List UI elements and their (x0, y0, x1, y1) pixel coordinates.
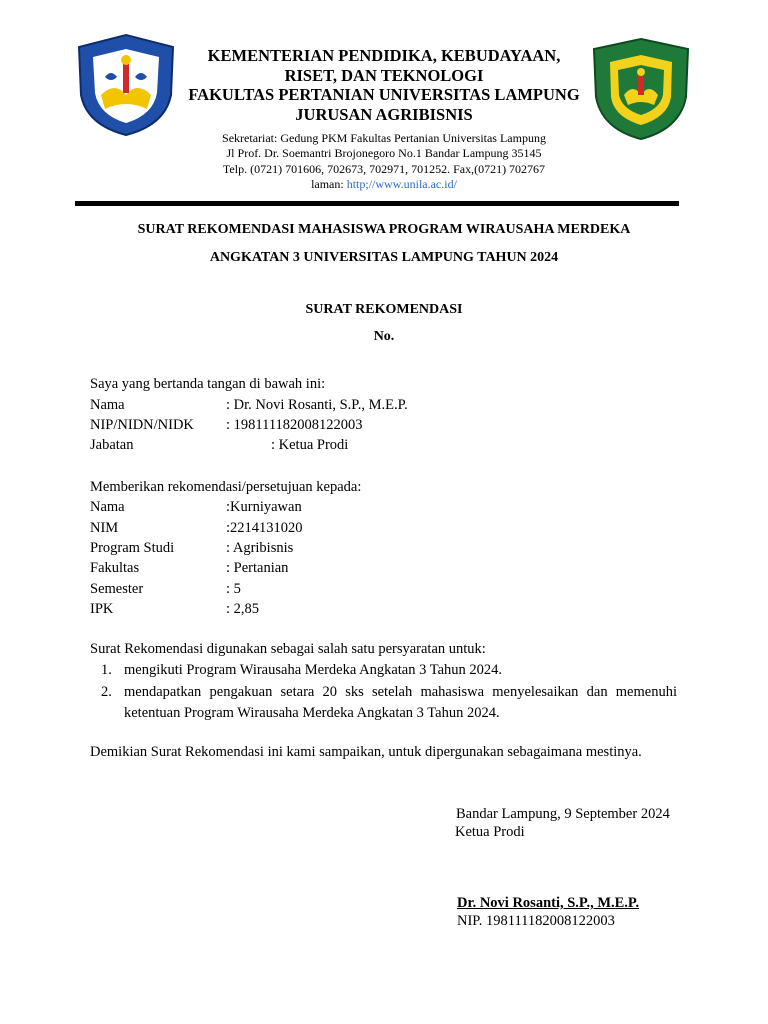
website-link[interactable]: http;//www.unila.ac.id/ (346, 177, 457, 191)
letter-title-line-1: SURAT REKOMENDASI MAHASISWA PROGRAM WIRAUSAHA MERDEKA (137, 222, 631, 237)
recipient-ipk-value: : 2,85 (226, 601, 260, 617)
purpose-item-2-number: 2. (101, 684, 112, 700)
recipient-name-label: Nama (90, 499, 125, 515)
purpose-item-2-text-line-2: ketentuan Program Wirausaha Merdeka Angkatan 3 Tahun 2024. (124, 705, 500, 721)
department-name: JURUSAN AGRIBISNIS (295, 105, 473, 124)
signature-nip: NIP. 198111182008122003 (457, 913, 615, 929)
recipient-faculty-label: Fakultas (90, 560, 140, 576)
purpose-item-1-number: 1. (101, 662, 112, 678)
letter-title-line-2: ANGKATAN 3 UNIVERSITAS LAMPUNG TAHUN 2024 (209, 250, 559, 265)
signer-name-value: : Dr. Novi Rosanti, S.P., M.E.P. (226, 397, 408, 413)
purpose-item-1-text: mengikuti Program Wirausaha Merdeka Angkatan 3 Tahun 2024. (124, 662, 503, 678)
recipient-name-value: :Kurniyawan (226, 499, 302, 515)
website-label: laman: (311, 177, 347, 191)
address-line: Jl Prof. Dr. Soemantri Brojonegoro No.1 Bandar Lampung 35145 (226, 146, 542, 160)
signature-position: Ketua Prodi (455, 824, 525, 840)
purpose-intro: Surat Rekomendasi digunakan sebagai salah satu persyaratan untuk: (90, 641, 486, 657)
recipient-nim-label: NIM (90, 520, 119, 536)
recipient-semester-label: Semester (90, 581, 144, 597)
website-line (0, 177, 768, 192)
signer-name-label: Nama (90, 397, 125, 413)
place-date: Bandar Lampung, 9 September 2024 (456, 806, 670, 822)
signature-name: Dr. Novi Rosanti, S.P., M.E.P. (457, 895, 640, 911)
signer-position-value: : Ketua Prodi (271, 437, 349, 453)
ministry-line-1: KEMENTERIAN PENDIDIKA, KEBUDAYAAN, (207, 46, 561, 65)
header-divider (75, 201, 679, 206)
phone-line: Telp. (0721) 701606, 702673, 702971, 701252. Fax,(0721) 702767 (222, 162, 546, 176)
letter-number: No. (373, 329, 395, 344)
ministry-line-2: RISET, DAN TEKNOLOGI (284, 66, 484, 85)
purpose-item-2-text-line-1: mendapatkan pengakuan setara 20 sks setelah mahasiswa menyelesaikan dan memenuhi (124, 684, 677, 700)
signer-position-label: Jabatan (90, 437, 134, 453)
secretariat-line: Sekretariat: Gedung PKM Fakultas Pertanian Universitas Lampung (222, 131, 546, 145)
signer-nip-label: NIP/NIDN/NIDK (90, 417, 194, 433)
faculty-name: FAKULTAS PERTANIAN UNIVERSITAS LAMPUNG (188, 85, 580, 104)
recipient-faculty-value: : Pertanian (226, 560, 289, 576)
letter-heading: SURAT REKOMENDASI (305, 302, 463, 317)
recipient-semester-value: : 5 (226, 581, 241, 597)
recipient-program-label: Program Studi (90, 540, 175, 556)
recipient-intro: Memberikan rekomendasi/persetujuan kepada: (90, 479, 362, 495)
recipient-nim-value: :2214131020 (226, 520, 303, 536)
recipient-ipk-label: IPK (90, 601, 114, 617)
signer-nip-value: : 198111182008122003 (226, 417, 363, 433)
recipient-program-value: : Agribisnis (226, 540, 294, 556)
signer-intro: Saya yang bertanda tangan di bawah ini: (90, 376, 326, 392)
closing-statement: Demikian Surat Rekomendasi ini kami sampaikan, untuk dipergunakan sebagaimana mestinya. (90, 744, 642, 760)
